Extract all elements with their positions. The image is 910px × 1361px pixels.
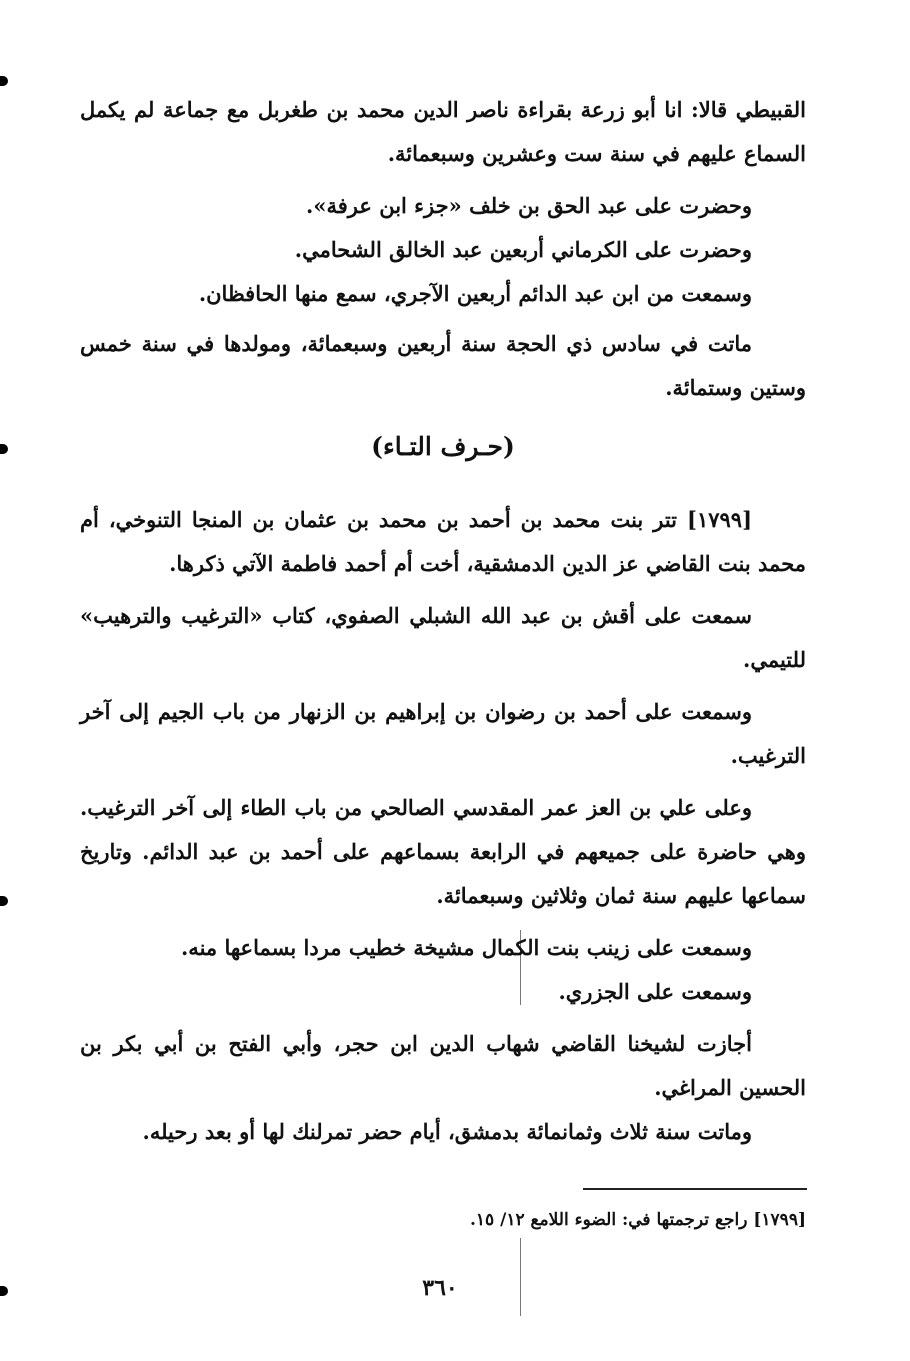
entry-1799-block (80, 498, 806, 1154)
entry-paragraph: وسمعت على زينب بنت الكمال مشيخة خطيب مردا بسماعها منه. (181, 935, 752, 960)
previous-entry-continuation: القبيطي قالا: انا أبو زرعة بقراءة ناصر الدين محمد بن طغربل مع جماعة لم يكمل السماع عليهم في سنة ست وعشرين وسبعمائة. (80, 97, 806, 166)
entry-paragraph: أجازت لشيخنا القاضي شهاب الدين ابن حجر، وأبي الفتح بن أبي بكر بن الحسين المراغي. (80, 1031, 806, 1100)
previous-entry-paragraph: وحضرت على الكرماني أربعين عبد الخالق الشحامي. (294, 237, 752, 262)
previous-entry-block (80, 88, 806, 410)
scan-edge-mark (0, 444, 8, 454)
entry-paragraph: وماتت سنة ثلاث وثمانمائة بدمشق، أيام حضر تمرلنك لها أو بعد رحيله. (142, 1119, 752, 1144)
entry-paragraph: سمعت على أقش بن عبد الله الشبلي الصفوي، كتاب «الترغيب والترهيب» للتيمي. (80, 603, 806, 672)
previous-entry-paragraph: وسمعت من ابن عبد الدائم أربعين الآجري، سمع منها الحافظان. (198, 281, 752, 306)
scan-edge-mark (0, 76, 8, 86)
entry-paragraph: وسمعت على أحمد بن رضوان بن إبراهيم بن الزنهار من باب الجيم إلى آخر الترغيب. (80, 699, 806, 768)
previous-entry-paragraph: ماتت في سادس ذي الحجة سنة أربعين وسبعمائة، ومولدها في سنة خمس وستين وستمائة. (80, 331, 806, 400)
footnote: [١٧٩٩] راجع ترجمتها في: الضوء اللامع ١٢/ ١٥. (469, 1210, 806, 1230)
footnote-separator (583, 1188, 807, 1190)
scan-edge-mark (0, 896, 8, 906)
section-heading: (حـرف التـاء) (371, 432, 515, 461)
previous-entry-paragraph: وحضرت على عبد الحق بن خلف «جزء ابن عرفة». (306, 193, 752, 218)
page-number: ٣٦٠ (422, 1275, 458, 1301)
entry-paragraph: وسمعت على الجزري. (558, 979, 752, 1004)
entry-heading-paragraph: [١٧٩٩] تتر بنت محمد بن أحمد بن محمد بن عثمان بن المنجا التنوخي، أم محمد بنت القاضي عز الدين الدمشقية، أخت أم أحمد فاطمة الآتي ذكرها. (80, 507, 806, 576)
entry-paragraph: وعلى علي بن العز عمر المقدسي الصالحي من باب الطاء إلى آخر الترغيب. وهي حاضرة على جميعهم في الرابعة بسماعهم على أحمد بن عبد الدائم. وتاريخ سماعها عليهم سنة ثمان وثلاثين وسبعمائة. (80, 795, 806, 908)
